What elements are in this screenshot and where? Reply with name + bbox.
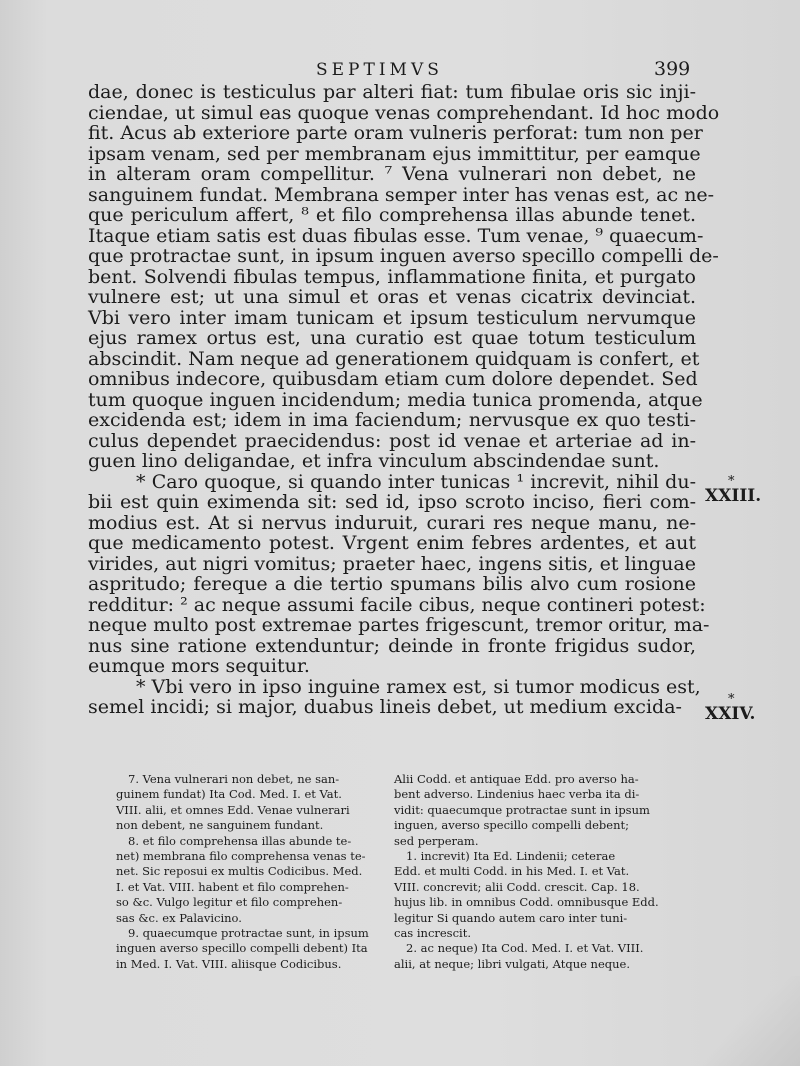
text-line: sanguinem fundat. Membrana semper inter has venas est, ac ne- xyxy=(88,183,715,206)
footnote-line: vidit: quaecumque protractae sunt in ipsum xyxy=(394,802,650,817)
footnote-line: hujus lib. in omnibus Codd. omnibusque Edd. xyxy=(394,895,659,910)
footnote-line: guinem fundat) Ita Cod. Med. I. et Vat. xyxy=(116,787,342,802)
text-line: bent. Solvendi fibulas tempus, inflammatione finita, et purgato xyxy=(88,265,696,288)
footnote-line: cas increscit. xyxy=(394,926,471,941)
footnote-line: alii, at neque; libri vulgati, Atque neque. xyxy=(394,956,631,971)
marginal-chapter-number xyxy=(705,474,762,506)
text-line: modius est. At si nervus induruit, curari res neque manu, ne- xyxy=(88,511,696,534)
footnote-line: sed perperam. xyxy=(394,833,479,848)
text-line: ipsam venam, sed per membranam ejus immittitur, per eamque xyxy=(88,142,701,165)
text-line: abscindit. Nam neque ad generationem quidquam is confert, et xyxy=(88,347,700,370)
text-line: culus dependet praecidendus: post id venae et arteriae ad in- xyxy=(88,429,696,452)
text-line: aspritudo; fereque a die tertio spumans bilis alvo cum rosione xyxy=(88,573,696,595)
text-line: que medicamento potest. Vrgent enim febres ardentes, et aut xyxy=(88,532,696,554)
footnote-line: 7. Vena vulnerari non debet, ne san- xyxy=(128,772,340,786)
footnotes-left-column xyxy=(116,772,406,972)
footnote-line: 2. ac neque) Ita Cod. Med. I. et Vat. VIII. xyxy=(406,941,644,956)
text-line: * Vbi vero in ipso inguine ramex est, si tumor modicus est, xyxy=(136,675,701,698)
footnote-line: 8. et filo comprehensa illas abunde te- xyxy=(128,833,352,848)
footnote-line: non debent, ne sanguinem fundant. xyxy=(116,818,324,833)
text-line: bii est quin eximenda sit: sed id, ipso scroto inciso, fieri com- xyxy=(88,491,696,513)
footnote-line: net) membrana filo comprehensa venas te- xyxy=(116,849,366,864)
footnotes-right-column xyxy=(394,772,684,972)
footnote-line: so &c. Vulgo legitur et filo comprehen- xyxy=(116,895,343,910)
text-line: * Caro quoque, si quando inter tunicas ¹ increvit, nihil du- xyxy=(136,470,696,493)
footnote-line: VIII. concrevit; alii Codd. crescit. Cap. 18. xyxy=(394,879,640,894)
footnote-line: Edd. et multi Codd. in his Med. I. et Vat. xyxy=(394,864,630,879)
page-corner-shadow xyxy=(680,976,800,1066)
text-line: que protractae sunt, in ipsum inguen averso specillo compelli de- xyxy=(88,245,719,267)
running-head: SEPTIMVS xyxy=(316,60,443,80)
footnote-line: sas &c. ex Palavicino. xyxy=(116,910,242,925)
text-line: neque multo post extremae partes frigescunt, tremor oritur, ma- xyxy=(88,614,710,636)
text-line: vulnere est; ut una simul et oras et venas cicatrix devinciat. xyxy=(88,286,696,308)
text-line: eumque mors sequitur. xyxy=(88,655,310,677)
text-line: redditur: ² ac neque assumi facile cibus, neque contineri potest: xyxy=(88,593,706,616)
text-line: que periculum affert, ⁸ et filo comprehensa illas abunde tenet. xyxy=(88,204,696,226)
footnote-line: legitur Si quando autem caro inter tuni- xyxy=(394,910,628,925)
footnote-line: 9. quaecumque protractae sunt, in ipsum xyxy=(128,926,369,941)
text-line: Vbi vero inter imam tunicam et ipsum testiculum nervumque xyxy=(88,306,696,329)
marginal-star: * xyxy=(728,692,735,707)
text-line: excidenda est; idem in ima faciendum; nervusque ex quo testi- xyxy=(88,409,696,431)
text-line: omnibus indecore, quibusdam etiam cum dolore dependet. Sed xyxy=(88,368,698,390)
marginal-star: * xyxy=(728,474,735,489)
footnote-line: Alii Codd. et antiquae Edd. pro averso ha- xyxy=(394,772,639,786)
text-line: fit. Acus ab exteriore parte oram vulneris perforat: tum non per xyxy=(88,122,703,144)
text-line: guen lino deligandae, et infra vinculum abscindendae sunt. xyxy=(88,450,660,472)
footnote-line: inguen, averso specillo compelli debent; xyxy=(394,818,629,833)
main-text-block xyxy=(88,81,720,718)
text-line: ejus ramex ortus est, una curatio est quae totum testiculum xyxy=(88,327,696,349)
footnote-line: net. Sic reposui ex multis Codicibus. Med. xyxy=(116,864,363,879)
marginal-label: XXIII. xyxy=(705,486,762,506)
page-number: 399 xyxy=(654,58,691,80)
text-line: in alteram oram compellitur. ⁷ Vena vulnerari non debet, ne xyxy=(88,163,696,185)
text-line: nus sine ratione extenduntur; deinde in fronte frigidus sudor, xyxy=(88,634,696,657)
text-line: tum quoque inguen incidendum; media tunica promenda, atque xyxy=(88,388,703,411)
footnote-line: 1. increvit) Ita Ed. Lindenii; ceterae xyxy=(406,849,616,864)
text-line: ciendae, ut simul eas quoque venas comprehendant. Id hoc modo xyxy=(88,101,720,124)
text-line: dae, donec is testiculus par alteri fiat: tum fibulae oris sic inji- xyxy=(88,81,696,103)
text-line: semel incidi; si major, duabus lineis debet, ut medium excida- xyxy=(88,696,682,718)
footnote-line: inguen averso specillo compelli debent) Ita xyxy=(116,941,368,956)
marginal-label: XXIV. xyxy=(705,704,756,724)
footnote-line: in Med. I. Vat. VIII. aliisque Codicibus. xyxy=(116,956,342,971)
footnote-line: I. et Vat. VIII. habent et filo comprehen- xyxy=(116,879,349,894)
text-line: Itaque etiam satis est duas fibulas esse. Tum venae, ⁹ quaecum- xyxy=(88,224,704,247)
text-line: virides, aut nigri vomitus; praeter haec, ingens sitis, et linguae xyxy=(88,552,696,575)
marginal-chapter-number xyxy=(705,692,756,724)
footnote-line: VIII. alii, et omnes Edd. Venae vulnerari xyxy=(116,802,350,817)
footnote-line: bent adverso. Lindenius haec verba ita di- xyxy=(394,787,640,802)
